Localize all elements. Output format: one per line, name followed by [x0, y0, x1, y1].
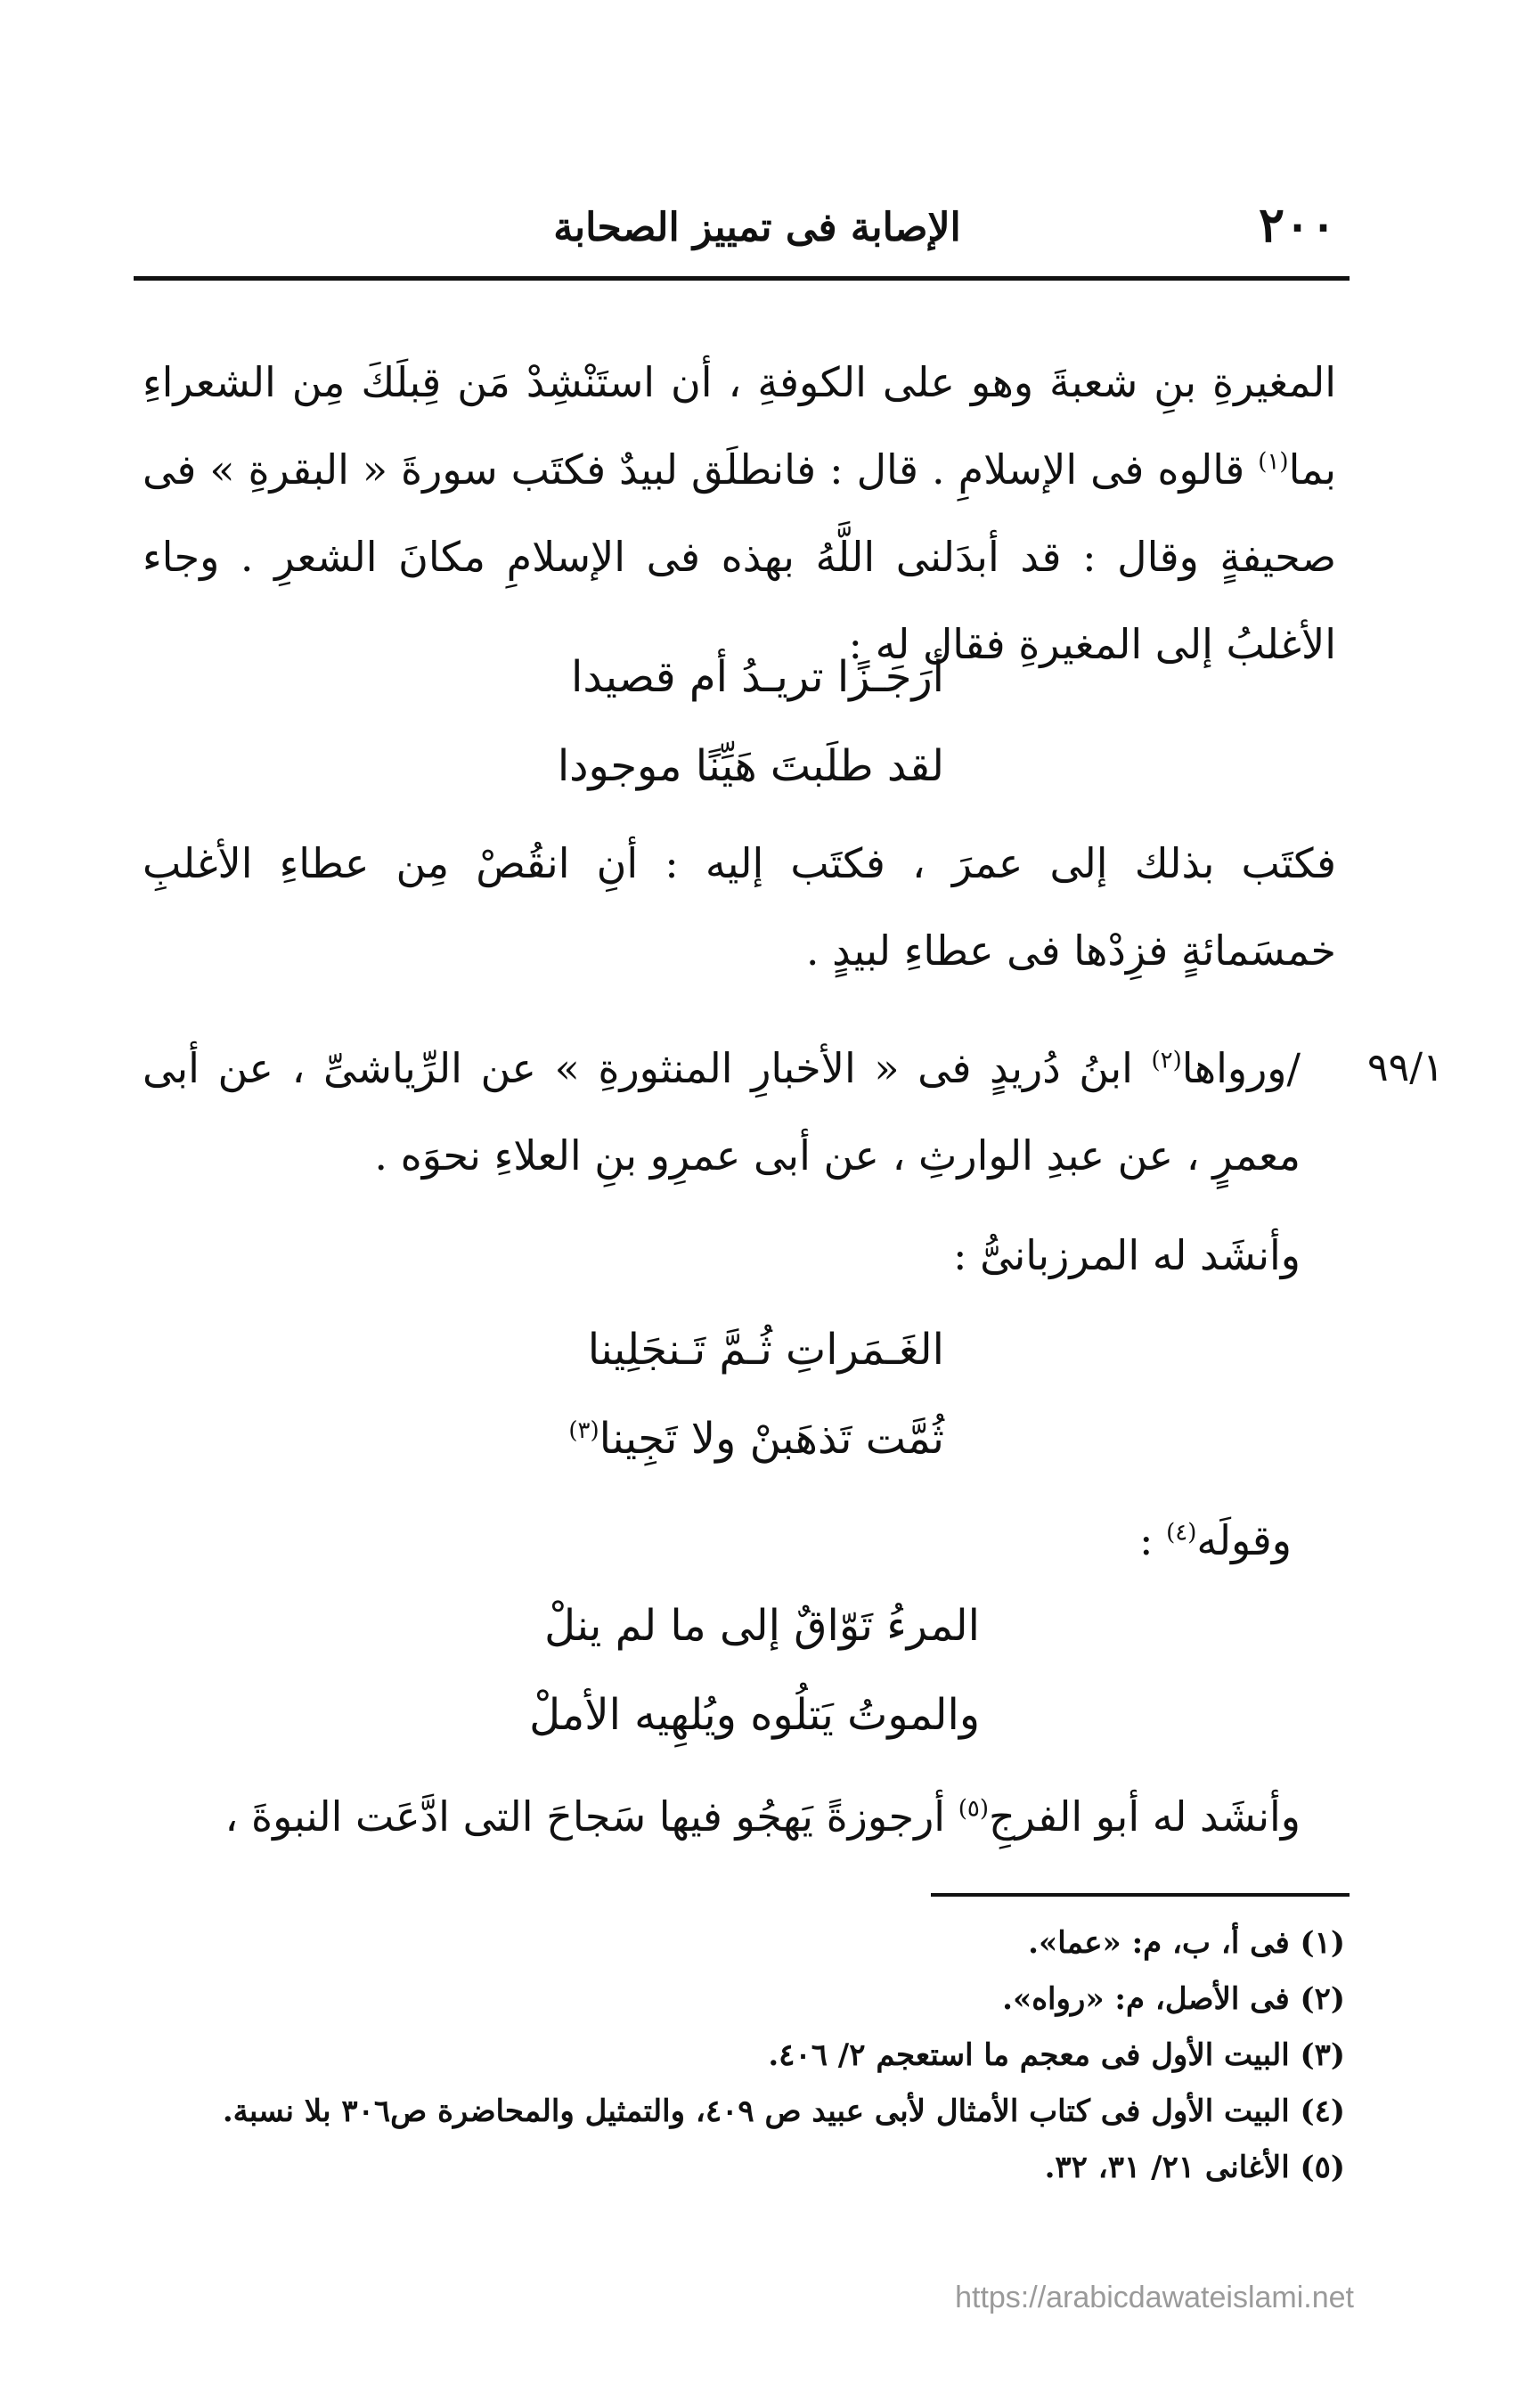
footnote-rule: [931, 1893, 1350, 1897]
footnote-ref-1: (١): [1258, 448, 1289, 476]
header-rule: [134, 276, 1350, 281]
paragraph-5-text-a: وقولَه: [1196, 1516, 1292, 1564]
paragraph-5: [143, 1497, 1292, 1584]
verse-line-6: والموتُ يَتلُوه ويُلهِيه الأملْ: [529, 1690, 980, 1740]
page-header: [151, 192, 1345, 281]
verse-line-5: المرءُ تَوّاقٌ إلى ما لم ينلْ: [544, 1601, 980, 1651]
paragraph-6-text-b: أرجوزةً يَهجُو فيها سَجاحَ التى ادَّعَت النبوةَ ،: [224, 1792, 958, 1841]
verse-line-2: لقد طلَبتَ هَيِّنًا موجودا: [557, 741, 944, 791]
footnotes: [143, 1915, 1345, 2196]
paragraph-6-text-a: وأنشَد له أبو الفرجِ: [988, 1792, 1301, 1841]
paragraph-5-text-b: :: [1138, 1516, 1167, 1564]
footnote-5: (٥) الأغانى ٢١/ ٣١، ٣٢.: [1044, 2150, 1345, 2185]
footnote-ref-5: (٥): [958, 1795, 989, 1823]
footnote-1: (١) فى أ، ب، م: «عما».: [1028, 1925, 1345, 1961]
paragraph-6: [143, 1773, 1301, 1860]
paragraph-3: [143, 1024, 1301, 1199]
margin-reference: ٩٩/١: [1367, 1045, 1444, 1090]
running-title: الإصابة فى تمييز الصحابة: [553, 205, 961, 250]
paragraph-3-text-a: /ورواها: [1181, 1044, 1301, 1092]
paragraph-1-text-a: المغيرةِ بنِ شعبةَ وهو على الكوفةِ ، أن استَنْشِدْ مَن قِبلَكَ مِن الشعراءِ بما: [143, 358, 1336, 494]
footnote-4: (٤) البيت الأول فى كتاب الأمثال لأبى عبيد ص ٤٠٩، والتمثيل والمحاضرة ص٣٠٦ بلا نسبة.: [222, 2094, 1345, 2129]
footnote-ref-3: (٣): [568, 1417, 599, 1444]
verse-line-4: [481, 1394, 944, 1483]
page-number: ٢٠٠: [1258, 196, 1336, 253]
footnote-2: (٢) فى الأصل، م: «رواه».: [1002, 1981, 1345, 2017]
footnote-ref-4: (٤): [1166, 1519, 1197, 1547]
paragraph-2: فكتَب بذلك إلى عمرَ ، فكتَب إليه : أنِ انقُصْ مِن عطاءِ الأغلبِ خمسَمائةٍ فزِدْها فى عطاءِ لبيدٍ .: [143, 839, 1336, 975]
footnote-3: (٣) البيت الأول فى معجم ما استعجم ٢/ ٤٠٦.: [768, 2037, 1345, 2073]
verse-line-3: الغَـمَراتِ ثُـمَّ تَـنجَلِينا: [587, 1325, 944, 1375]
verse-line-4-text: ثُمَّت تَذهَبنْ ولا تَجِينا: [599, 1414, 944, 1464]
verse-line-1: أرَجَـزًا تريـدُ أم قصيدا: [571, 652, 944, 702]
paragraph-4: وأنشَد له المرزبانىُّ :: [953, 1231, 1301, 1279]
footnote-ref-2: (٢): [1151, 1047, 1182, 1074]
paragraph-1-text-b: قالوه فى الإسلامِ . قال : فانطلَق لبيدٌ فكتَب سورةَ « البقرةِ » فى صحيفةٍ وقال : قد أبدَلنى اللَّهُ بهذه فى الإسلامِ مكانَ الشعرِ . وجاء الأغلبُ إلى المغيرةِ فقال له :: [143, 445, 1336, 668]
watermark-url: https://arabicdawateislami.net: [955, 2281, 1354, 2314]
paragraph-3-text-b: ابنُ دُريدٍ فى « الأخبارِ المنثورةِ » عن الرِّياشىِّ ، عن أبى معمرٍ ، عن عبدِ الوارثِ ، عن أبى عمرِو بنِ العلاءِ نحوَه .: [143, 1044, 1301, 1180]
